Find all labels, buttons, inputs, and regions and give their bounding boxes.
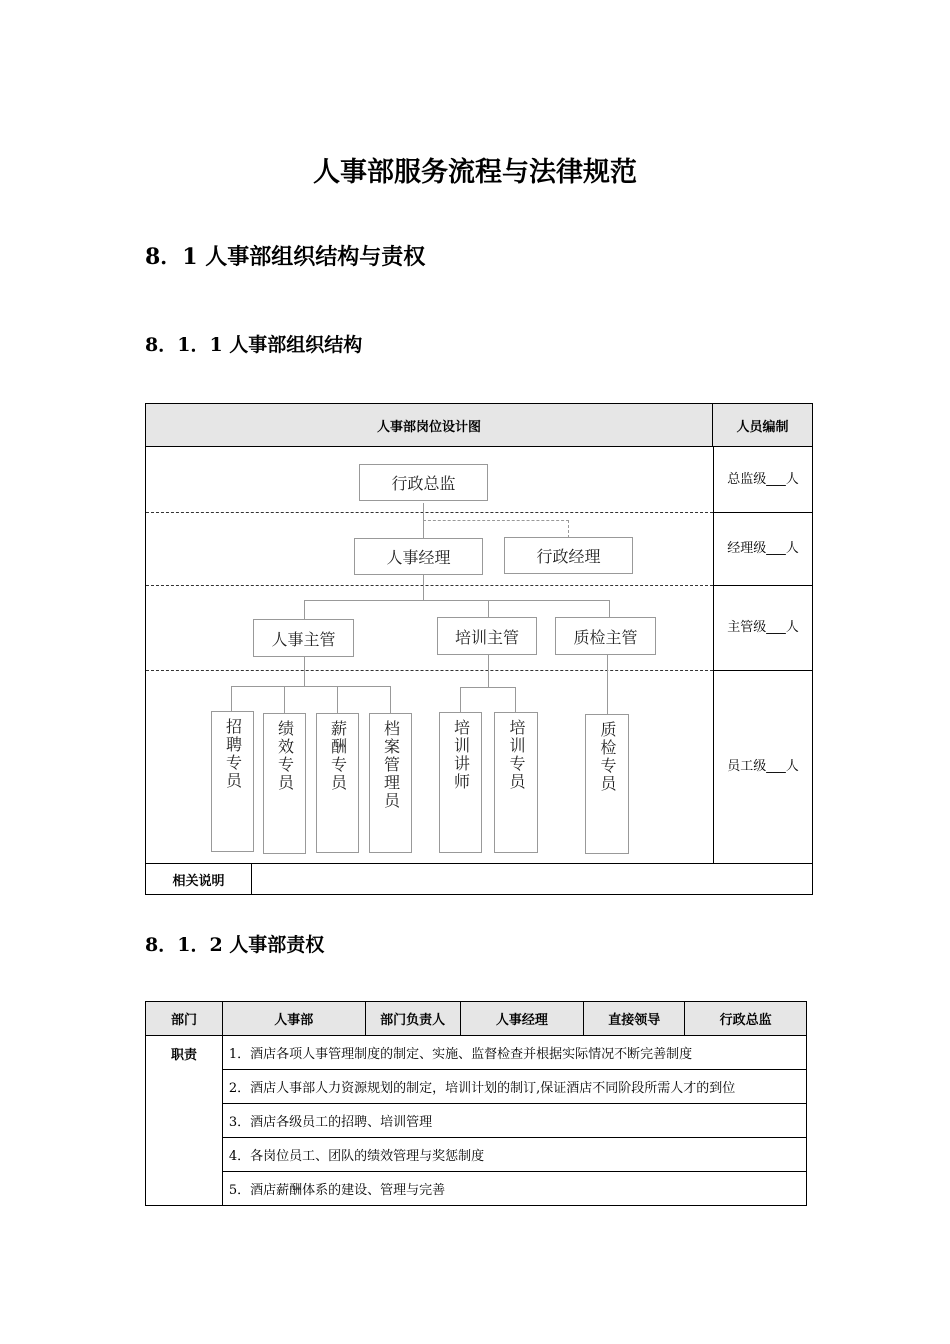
org-chart-table [145,403,813,895]
connector-line [488,600,489,618]
notes-row [146,863,812,894]
leader-value: 行政总监 [685,1002,807,1036]
duty-item: 3．酒店各级员工的招聘、培训管理 [222,1104,806,1138]
org-box-trainer: 培训讲师 [439,712,482,853]
connector-line [607,654,608,715]
connector-line [304,657,305,686]
table-row [146,1138,807,1172]
connector-line [390,686,391,714]
level-divider [146,670,713,671]
level-divider [713,585,812,586]
org-box-performance-specialist: 绩效专员 [263,713,306,854]
table-header-row [146,1002,807,1036]
leader-label: 直接领导 [584,1002,685,1036]
level-divider [146,512,713,513]
dept-value: 人事部 [222,1002,365,1036]
table-row [146,1036,807,1070]
org-box-admin-manager: 行政经理 [504,537,633,574]
headcount-header: 人员编制 [713,404,812,447]
org-box-director: 行政总监 [359,464,488,501]
org-box-compensation-specialist: 薪酬专员 [316,713,359,853]
org-box-qc-supervisor: 质检主管 [555,617,656,655]
head-label: 部门负责人 [365,1002,460,1036]
connector-line [284,686,285,714]
column-divider [713,447,714,863]
duty-item: 1．酒店各项人事管理制度的制定、实施、监督检查并根据实际情况不断完善制度 [222,1036,806,1070]
level-staff-count: 员工级___人 [727,759,799,774]
duty-label: 职责 [146,1036,223,1206]
org-box-recruiter: 招聘专员 [211,711,254,852]
head-value: 人事经理 [460,1002,584,1036]
connector-line [460,687,461,713]
level-manager-count: 经理级___人 [727,541,799,556]
org-box-training-specialist: 培训专员 [494,712,538,853]
level-divider [713,512,812,513]
table-row [146,1172,807,1206]
org-box-qc-specialist: 质检专员 [585,714,629,854]
responsibility-table [145,1001,807,1206]
section-heading-8-1-2: 8．1．2 人事部责权 [145,934,325,956]
dept-label: 部门 [146,1002,223,1036]
connector-line [231,686,391,687]
level-supervisor-count: 主管级___人 [727,620,799,635]
level-divider [713,670,812,671]
org-chart-header: 人事部岗位设计图 [146,404,713,447]
connector-line [568,520,569,538]
org-box-records-admin: 档案管理员 [369,713,412,853]
org-box-training-supervisor: 培训主管 [437,617,537,655]
level-director-count: 总监级___人 [727,472,799,487]
duty-item: 5．酒店薪酬体系的建设、管理与完善 [222,1172,806,1206]
notes-label: 相关说明 [146,864,252,895]
table-row [146,1070,807,1104]
notes-value [252,864,812,895]
duty-item: 2．酒店人事部人力资源规划的制定，培训计划的制订,保证酒店不同阶段所需人才的到位 [222,1070,806,1104]
org-box-hr-manager: 人事经理 [354,538,483,575]
connector-line [609,600,610,618]
connector-line [337,686,338,714]
document-title: 人事部服务流程与法律规范 [313,157,637,188]
table-row [146,1104,807,1138]
section-heading-8-1: 8．1 人事部组织结构与责权 [145,244,426,270]
connector-line [304,600,610,601]
connector-line [423,520,569,521]
section-heading-8-1-1: 8．1．1 人事部组织结构 [145,334,363,356]
duty-item: 4．各岗位员工、团队的绩效管理与奖惩制度 [222,1138,806,1172]
connector-line [515,687,516,713]
org-box-hr-supervisor: 人事主管 [253,619,354,657]
level-divider [146,585,713,586]
connector-line [488,655,489,687]
connector-line [460,687,516,688]
connector-line [231,686,232,713]
